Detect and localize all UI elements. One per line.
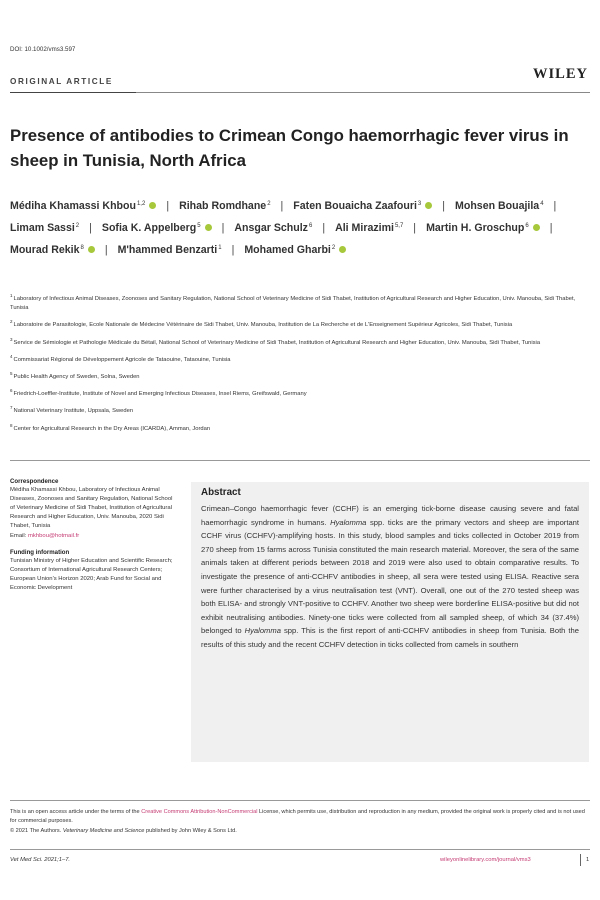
license-divider [10,800,590,801]
abstract-text-part: Crimean–Congo haemorrhagic fever (CCHF) is an emerging tick-borne disease causing severe and fatal haemorrhagic syndrome in humans. [201,504,579,527]
affiliation-item [10,291,585,313]
author-name-text: Sofia K. Appelberg [101,222,197,234]
affiliation-text: Friedrich-Loeffler-Institute, Institute of Novel and Emerging Infectious Diseases, Insel Riems, Greifswald, Germany [13,391,307,398]
correspondence-text: Médiha Khamassi Khbou, Laboratory of Infectious Animal Diseases, Zoonoses and Sanitary Regulation, National School of Veterinary Medicine of Sidi Thabet, Institution of Agricultural Research and Higher Education, Univ. Manouba, 2020 Sidi Thabet, Tunisia [10,487,173,530]
author-name-text: M'hammed Benzarti [117,244,218,256]
affiliation-item [10,352,585,365]
author-affiliation-marker: 2 [75,223,80,229]
author-affiliation-marker: 8 [80,245,84,251]
affiliation-number: 3 [10,336,13,342]
license-link[interactable]: Creative Commons Attribution-NonCommercial [141,809,258,815]
article-type: ORIGINAL ARTICLE [10,77,113,86]
author-name[interactable] [293,200,432,212]
page-number: 1 [586,857,590,863]
author-separator: | [280,200,284,212]
article-sidebar [10,477,178,593]
email-link[interactable]: mkhbou@hotmail.fr [28,532,80,539]
affiliation-number: 5 [10,371,13,377]
publisher-logo: WILEY [533,66,588,82]
author-name-text: Martin H. Groschup [426,222,525,234]
affiliation-text: National Veterinary Institute, Uppsala, Sweden [13,408,134,415]
author-separator: | [104,244,108,256]
journal-url-link[interactable]: wileyonlinelibrary.com/journal/vms3 [440,857,531,863]
header-divider-accent [10,92,136,93]
author-affiliation-marker: 3 [417,201,422,207]
affiliation-item [10,386,585,399]
author-name[interactable] [335,222,403,234]
affiliation-text: Laboratory of Infectious Animal Diseases, Zoonoses and Sanitary Regulation, National School of Veterinary Medicine of Sidi Thabet, Institution of Agricultural Research and Higher Education, Univ. Manouba, Sidi Thabet, Tunisia [10,296,576,312]
affiliation-text: Center for Agricultural Research in the Dry Areas (ICARDA), Amman, Jordan [13,425,211,432]
affiliation-text: Public Health Agency of Sweden, Solna, Sweden [13,374,140,381]
author-separator: | [89,222,92,234]
license-statement [10,808,590,827]
author-affiliation-marker: 2 [267,201,271,207]
journal-citation [10,857,70,863]
author-name[interactable] [10,200,156,212]
abstract-genus-name: Hyalomma [244,626,281,636]
footer-divider [10,849,590,850]
copyright-statement [10,827,590,836]
affiliation-text: Laboratoire de Parasitologie, Ecole Nationale de Médecine Vétérinaire de Sidi Thabet, Univ. Manouba, Institution de La Recherche et de L'Enseignement Supérieur Agricoles, Sidi Thabet, Tunisia [13,322,513,329]
license-notice [10,808,590,836]
abstract-text [201,502,579,652]
author-name-text: Mourad Rekik [10,244,80,256]
correspondence-email-line [10,532,178,541]
affiliation-divider [10,460,590,461]
email-label: Email: [10,532,27,539]
author-name[interactable] [118,244,222,256]
orcid-icon[interactable] [533,224,540,231]
author-separator: | [553,200,557,212]
affiliation-number: 8 [10,422,13,428]
affiliation-number: 6 [10,388,13,394]
author-affiliation-marker: 5 [197,223,201,229]
author-separator: | [442,200,446,212]
author-name-text: Médiha Khamassi Khbou [10,200,136,212]
author-name[interactable] [426,222,540,234]
copyright-text: published by John Wiley & Sons Ltd. [144,827,237,834]
author-name-text: Rihab Romdhane [179,200,267,212]
page-number-divider [580,854,581,866]
affiliation-item [10,317,585,330]
author-name[interactable] [10,222,79,234]
author-name-text: Ali Mirazimi [335,222,394,234]
author-name-text: Ansgar Schulz [234,222,308,234]
affiliation-number: 2 [10,319,13,325]
author-affiliation-marker: 2 [331,245,336,251]
affiliation-item [10,421,585,434]
author-affiliation-marker: 6 [308,223,313,229]
orcid-icon[interactable] [88,246,95,253]
author-name-text: Mohamed Gharbi [244,244,331,256]
author-affiliation-marker: 1 [218,245,222,251]
abstract-text-part: spp. This is the first report of anti-CCHFV antibodies in sheep from Tunisia. Both the results of this study and the recent CCHFV detection in ticks collected from camels in southern [201,626,579,649]
affiliation-number: 4 [10,353,13,359]
funding-text: Tunisian Ministry of Higher Education and Scientific Research; Consortium of International Agricultural Research Centers; European Union's Horizon 2020; Arab Fund for Social and Economic Development [10,557,173,592]
orcid-icon[interactable] [205,224,212,231]
abstract-text-part: spp. ticks are the primary vectors and sheep are important CCHF virus (CCHFV)-amplifying hosts. In this study, blood samples and ticks collected in October 2019 from 270 sheep from 15 farms across Tunisia constituted the main research material. Moreover, the sera of the same animals taken at different periods between 2018 and 2019 were also used to obtain comparative results. To investigate the presence of anti-CCHFV antibodies in sheep, all sera were tested using ELISA. Reactive sera were further characterised by a virus neutralisation test (VNT). Overall, one out of the 270 tested sheep was both ELISA- and strongly VNT-positive to CCHFV. Another two sheep were borderline ELISA-positive but did not exhibit neutralising antibodies. Ninety-one ticks were collected from all sampled sheep, of which 34 (37.4%) belonged to [201,517,579,636]
author-name[interactable] [102,222,212,234]
author-name[interactable] [179,200,270,212]
author-separator: | [549,222,553,234]
copyright-text: © 2021 The Authors. [10,827,63,834]
license-text: License, which permits use, distribution and reproduction in any medium, provided the original work is properly cited and is not used for commercial purposes. [10,809,585,825]
author-separator: | [231,244,235,256]
author-affiliation-marker: 1,2 [136,201,146,207]
author-affiliation-marker: 5,7 [394,223,404,229]
affiliation-number: 7 [10,405,13,411]
orcid-icon[interactable] [339,246,346,253]
author-separator: | [221,222,225,234]
license-text: This is an open access article under the terms of the [10,809,142,815]
author-name[interactable] [10,244,95,256]
affiliation-item [10,369,585,382]
doi[interactable]: DOI: 10.1002/vms3.597 [10,46,76,53]
affiliation-list [10,291,585,438]
article-title: Presence of antibodies to Crimean Congo haemorrhagic fever virus in sheep in Tunisia, North Africa [10,126,569,170]
author-name[interactable] [244,244,346,256]
funding-heading: Funding information [10,548,70,556]
abstract-genus-name: Hyalomma [330,517,367,527]
abstract-box [191,482,589,762]
author-name[interactable] [455,200,544,212]
affiliation-text: Service de Sémiologie et Pathologie Médicale du Bétail, National School of Veterinary Medicine of Sidi Thabet, Institution of Agricultural Research and Higher Education, Univ. Manouba, Sidi Thabet, Tunisia [13,339,541,346]
affiliation-text: Commissariat Régional de Développement Agricole de Tataouine, Tataouine, Tunisia [13,356,231,363]
affiliation-number: 1 [10,293,13,298]
author-name-text: Mohsen Bouajila [455,200,540,212]
journal-name: Veterinary Medicine and Science [62,827,145,834]
citation-text: Vet Med Sci. 2021;1–7. [10,857,71,863]
correspondence-heading: Correspondence [10,478,59,485]
author-separator: | [166,200,170,212]
abstract-heading: Abstract [201,487,241,498]
affiliation-item [10,403,585,416]
orcid-icon[interactable] [425,202,432,209]
author-name-text: Limam Sassi [10,222,75,234]
author-separator: | [322,222,326,234]
author-affiliation-marker: 4 [540,201,544,207]
author-separator: | [413,222,417,234]
author-list [10,194,595,260]
author-name-text: Faten Bouaicha Zaafouri [293,200,417,212]
orcid-icon[interactable] [149,202,156,209]
author-name[interactable] [234,222,312,234]
affiliation-item [10,335,585,348]
author-affiliation-marker: 6 [525,223,529,229]
